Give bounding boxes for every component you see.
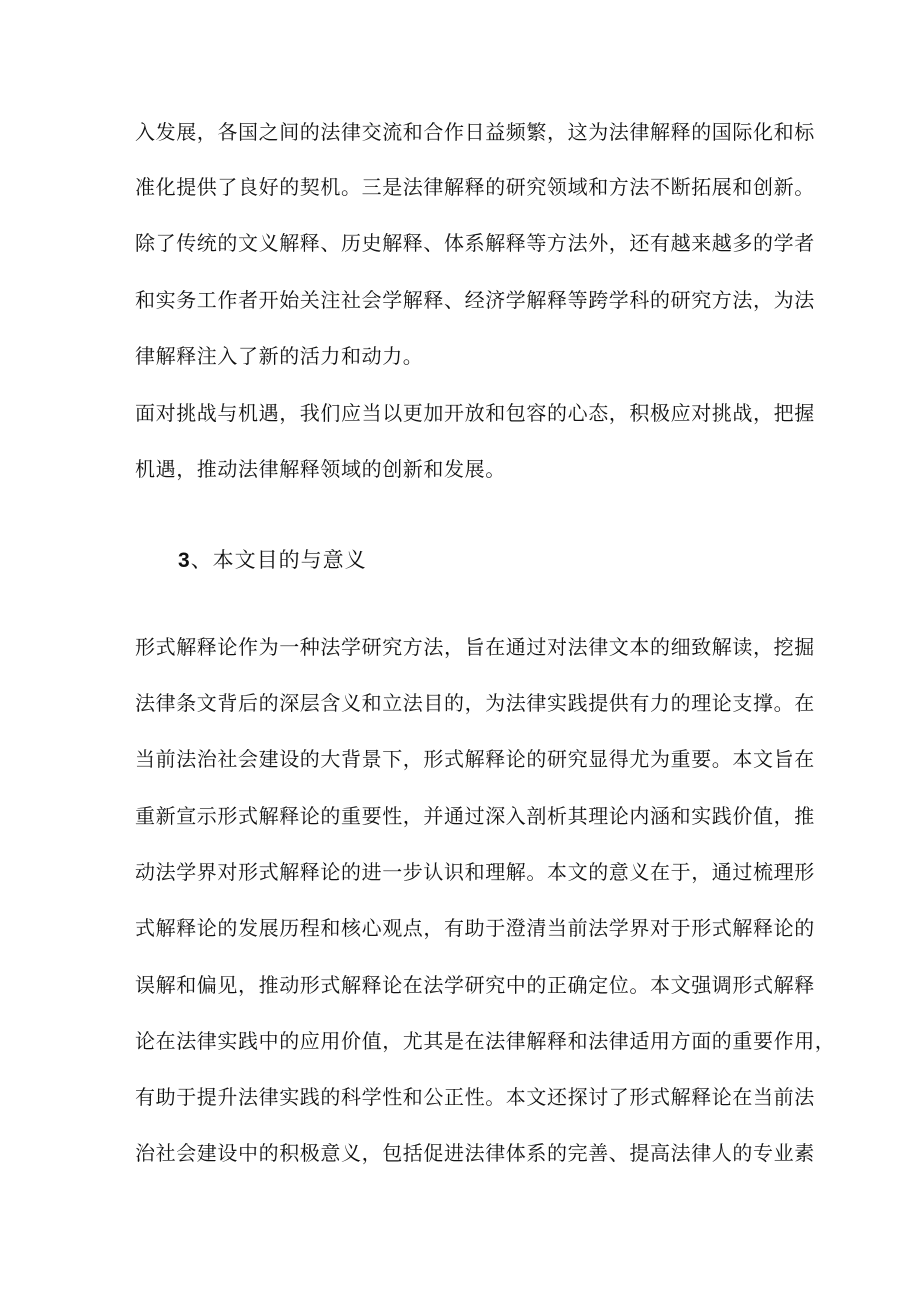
text-line: 式解释论的发展历程和核心观点，有助于澄清当前法学界对于形式解释论的 (135, 916, 815, 940)
text-line: 机遇，推动法律解释领域的创新和发展。 (135, 457, 506, 481)
text-line: 准化提供了良好的契机。三是法律解释的研究领域和方法不断拓展和创新。 (135, 175, 815, 199)
section-title: 、本文目的与意义 (190, 548, 367, 572)
section-heading (178, 546, 367, 575)
text-line: 治社会建设中的积极意义，包括促进法律体系的完善、提高法律人的专业素 (135, 1141, 815, 1165)
text-line: 重新宣示形式解释论的重要性，并通过深入剖析其理论内涵和实践价值，推 (135, 804, 815, 828)
text-line: 除了传统的文义解释、历史解释、体系解释等方法外，还有越来越多的学者 (135, 231, 815, 255)
text-line: 律解释注入了新的活力和动力。 (135, 344, 424, 368)
text-line: 形式解释论作为一种法学研究方法，旨在通过对法律文本的细致解读，挖掘 (135, 635, 815, 659)
text-line: 和实务工作者开始关注社会学解释、经济学解释等跨学科的研究方法，为法 (135, 288, 815, 312)
text-line: 面对挑战与机遇，我们应当以更加开放和包容的心态，积极应对挑战，把握 (135, 401, 815, 425)
text-line: 误解和偏见，推动形式解释论在法学研究中的正确定位。本文强调形式解释 (135, 973, 815, 997)
text-line: 有助于提升法律实践的科学性和公正性。本文还探讨了形式解释论在当前法 (135, 1085, 815, 1109)
section-number: 3 (178, 549, 191, 572)
text-line: 论在法律实践中的应用价值，尤其是在法律解释和法律适用方面的重要作用， (135, 1029, 836, 1053)
text-line: 法律条文背后的深层含义和立法目的，为法律实践提供有力的理论支撑。在 (135, 691, 815, 715)
text-line: 入发展，各国之间的法律交流和合作日益频繁，这为法律解释的国际化和标 (135, 120, 815, 144)
text-line: 动法学界对形式解释论的进一步认识和理解。本文的意义在于，通过梳理形 (135, 860, 815, 884)
text-line: 当前法治社会建设的大背景下，形式解释论的研究显得尤为重要。本文旨在 (135, 747, 815, 771)
